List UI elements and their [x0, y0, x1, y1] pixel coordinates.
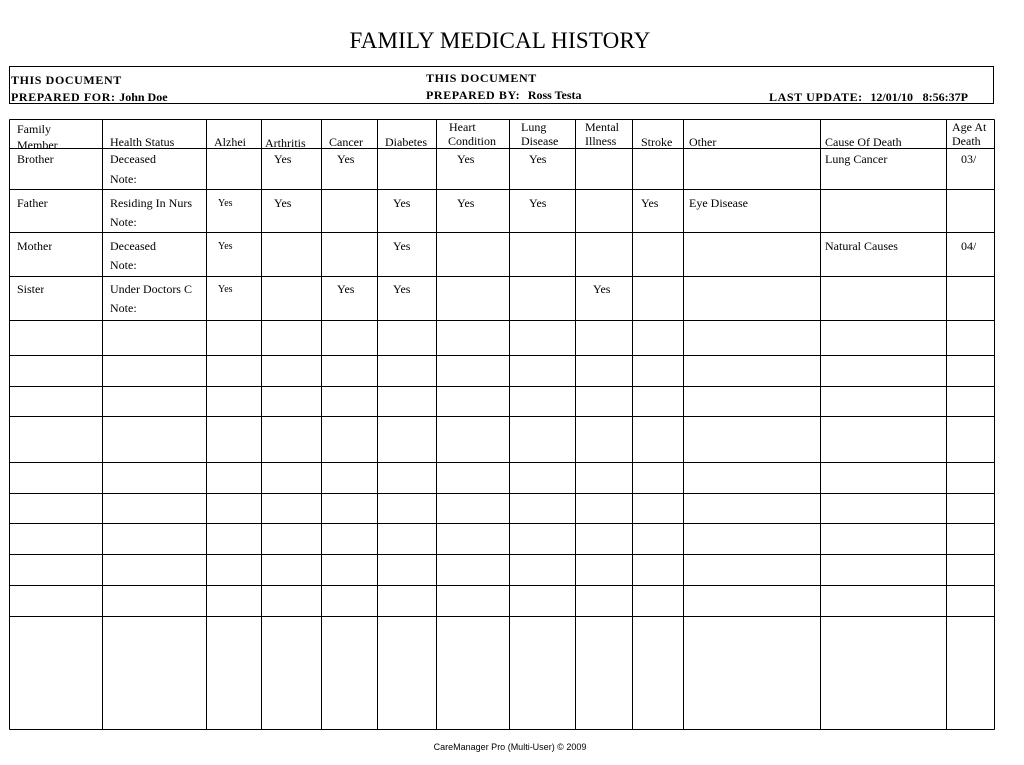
table-row-1-note: Note: [110, 215, 137, 229]
page-footer: CareManager Pro (Multi-User) © 2009 [433, 742, 587, 752]
table-row-0-cancer: Yes [337, 152, 355, 166]
col-header-heart-condition: Heart Condition [448, 120, 497, 148]
last-update-time: 8:56:37P [922, 90, 968, 104]
table-row-2-diabetes: Yes [393, 239, 411, 253]
table-row-1-alzheimers: Yes [218, 198, 233, 209]
col-header-other: Other [689, 135, 717, 149]
col-header-cancer: Cancer [329, 135, 363, 149]
table-row-1-member: Father [17, 196, 48, 210]
col-header-arthritis: Arthritis [265, 136, 306, 150]
col-header-mental-illness: Mental Illness [585, 120, 619, 148]
last-update-label: LAST UPDATE: [769, 90, 863, 104]
table-row-1-stroke: Yes [641, 196, 659, 210]
col-header-stroke: Stroke [641, 135, 673, 149]
table-row-2-member: Mother [17, 239, 53, 253]
prepared-for-heading: THIS DOCUMENT [11, 73, 122, 87]
table-row-3-member: Sister [17, 282, 45, 296]
table-row-2-cause: Natural Causes [825, 239, 898, 253]
col-header-lung-disease: Lung Disease [521, 120, 559, 148]
table-row-3-alzheimers: Yes [218, 284, 233, 295]
table-row-1-other: Eye Disease [689, 196, 748, 210]
table-row-2-status: Deceased [110, 239, 156, 253]
table-row-3-diabetes: Yes [393, 282, 411, 296]
col-header-age-at-death: Age At Death [952, 120, 987, 148]
table-row-0-note: Note: [110, 172, 137, 186]
table-row-2-note: Note: [110, 258, 137, 272]
table-row-0-heart: Yes [457, 152, 475, 166]
prepared-by-value: Ross Testa [527, 88, 582, 102]
table-row-2-age: 04/ [961, 239, 977, 253]
table-row-3-note: Note: [110, 301, 137, 315]
last-update-date: 12/01/10 [870, 90, 914, 104]
col-header-family-member: Family Member [17, 122, 58, 152]
prepared-by-label: PREPARED BY: [426, 88, 521, 102]
prepared-for-value: John Doe [119, 90, 168, 104]
table-row-0-age: 03/ [961, 152, 977, 166]
table-row-1-diabetes: Yes [393, 196, 411, 210]
table-row-0-lung: Yes [529, 152, 547, 166]
table-row-3-cancer: Yes [337, 282, 355, 296]
table-row-1-arthritis: Yes [274, 196, 292, 210]
table-row-1-lung: Yes [529, 196, 547, 210]
table-row-2-alzheimers: Yes [218, 241, 233, 252]
table-row-0-cause: Lung Cancer [825, 152, 888, 166]
table-row-0-status: Deceased [110, 152, 156, 166]
prepared-by-heading: THIS DOCUMENT [426, 71, 537, 85]
col-header-diabetes: Diabetes [385, 135, 427, 149]
col-header-alzheimers: Alzhei [214, 135, 246, 149]
col-header-health-status: Health Status [110, 135, 175, 149]
table-row-1-heart: Yes [457, 196, 475, 210]
col-header-cause-of-death: Cause Of Death [825, 135, 902, 149]
table-row-0-member: Brother [17, 152, 54, 166]
table-row-1-status: Residing In Nurs [110, 196, 192, 210]
table-row-3-mental: Yes [593, 282, 611, 296]
prepared-for-label: PREPARED FOR: [11, 90, 116, 104]
document-title: FAMILY MEDICAL HISTORY [349, 28, 651, 53]
table-row-3-status: Under Doctors C [110, 282, 192, 296]
table-row-0-arthritis: Yes [274, 152, 292, 166]
